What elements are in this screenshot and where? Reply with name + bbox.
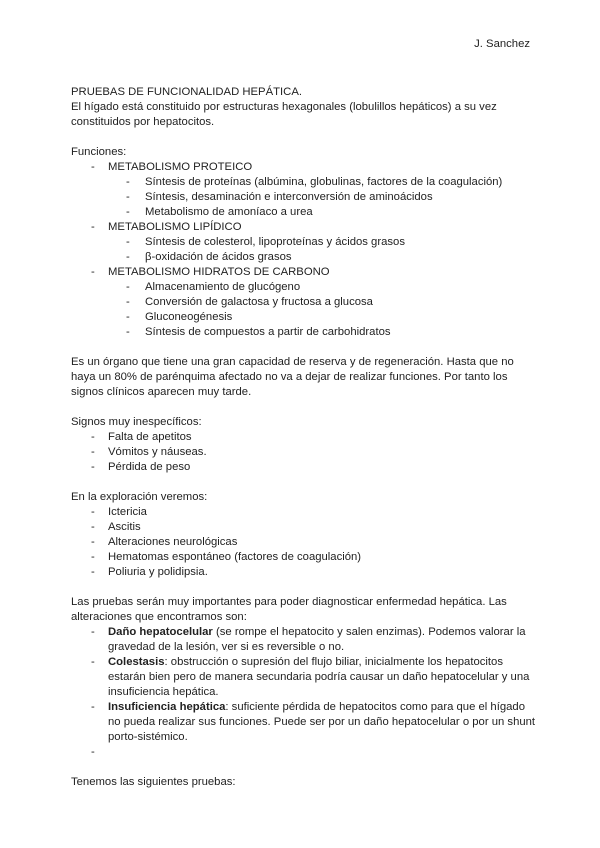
function-group-label: METABOLISMO PROTEICO [108, 161, 253, 173]
function-group-label: METABOLISMO HIDRATOS DE CARBONO [108, 266, 330, 278]
closing-paragraph: Tenemos las siguientes pruebas: [71, 776, 236, 788]
document-title: PRUEBAS DE FUNCIONALIDAD HEPÁTICA. [71, 86, 303, 98]
author-name: J. Sanchez [474, 38, 530, 50]
list-item: - Alteraciones neurológicas [91, 536, 238, 548]
tests-intro-paragraph: Las pruebas serán muy importantes para poder diagnosticar enfermedad hepática. Las alteraciones que encontramos son: [71, 596, 507, 623]
list-item: - Pérdida de peso [91, 461, 191, 473]
functions-list [71, 160, 536, 340]
alteration-term: Daño hepatocelular [108, 626, 213, 638]
function-item: - β-oxidación de ácidos grasos [126, 251, 292, 263]
list-item: - Ictericia [91, 506, 147, 518]
functions-heading: Funciones: [71, 146, 127, 158]
list-item: - Poliuria y polidipsia. [91, 566, 208, 578]
reserve-paragraph: Es un órgano que tiene una gran capacidad de reserva y de regeneración. Hasta que no haya un 80% de parénquima afectado no va a dejar de realizar funciones. Por tanto los signos clínicos aparecen muy tarde. [71, 356, 514, 398]
signs-list [71, 430, 536, 475]
function-group: - METABOLISMO PROTEICO [91, 161, 253, 173]
function-group: - METABOLISMO HIDRATOS DE CARBONO [91, 266, 330, 278]
function-item: - Síntesis de compuestos a partir de carbohidratos [126, 326, 391, 338]
function-group-label: METABOLISMO LIPÍDICO [108, 221, 242, 233]
alteration-item: - Insuficiencia hepática: suficiente pérdida de hepatocitos como para que el hígado no pueda realizar sus funciones. Puede ser por un daño hepatocelular o por un shunt porto-sistémico. [91, 701, 536, 743]
function-item: - Metabolismo de amoníaco a urea [126, 206, 313, 218]
function-item: - Síntesis de proteínas (albúmina, globulinas, factores de la coagulación) [126, 176, 503, 188]
list-item: - Vómitos y náuseas. [91, 446, 207, 458]
alteration-item: - Daño hepatocelular (se rompe el hepatocito y salen enzimas). Podemos valorar la gravedad de la lesión, ver si es reversible o no. [91, 626, 526, 653]
list-item: - Falta de apetitos [91, 431, 192, 443]
function-item: - Síntesis, desaminación e interconversión de aminoácidos [126, 191, 433, 203]
alteration-term: Insuficiencia hepática [108, 701, 226, 713]
list-item: - Hematomas espontáneo (factores de coagulación) [91, 551, 362, 563]
function-group: - METABOLISMO LIPÍDICO [91, 221, 242, 233]
list-item: - Ascitis [91, 521, 141, 533]
function-item: - Almacenamiento de glucógeno [126, 281, 301, 293]
exploration-list [71, 505, 536, 580]
alteration-item-empty: - [91, 746, 95, 758]
alteration-item: - Colestasis: obstrucción o supresión del flujo biliar, inicialmente los hepatocitos estarán bien pero de manera secundaria podría causar un daño hepatocelular y una insuficiencia hepática. [91, 656, 530, 698]
alterations-list [71, 625, 536, 760]
alteration-term: Colestasis [108, 656, 165, 668]
signs-heading: Signos muy inespecíficos: [71, 416, 202, 428]
document-body [71, 85, 536, 790]
function-item: - Síntesis de colesterol, lipoproteínas y ácidos grasos [126, 236, 405, 248]
function-item: - Conversión de galactosa y fructosa a glucosa [126, 296, 373, 308]
exploration-heading: En la exploración veremos: [71, 491, 208, 503]
function-item: - Gluconeogénesis [126, 311, 233, 323]
intro-paragraph: El hígado está constituido por estructuras hexagonales (lobulillos hepáticos) a su vez constituidos por hepatocitos. [71, 101, 497, 128]
